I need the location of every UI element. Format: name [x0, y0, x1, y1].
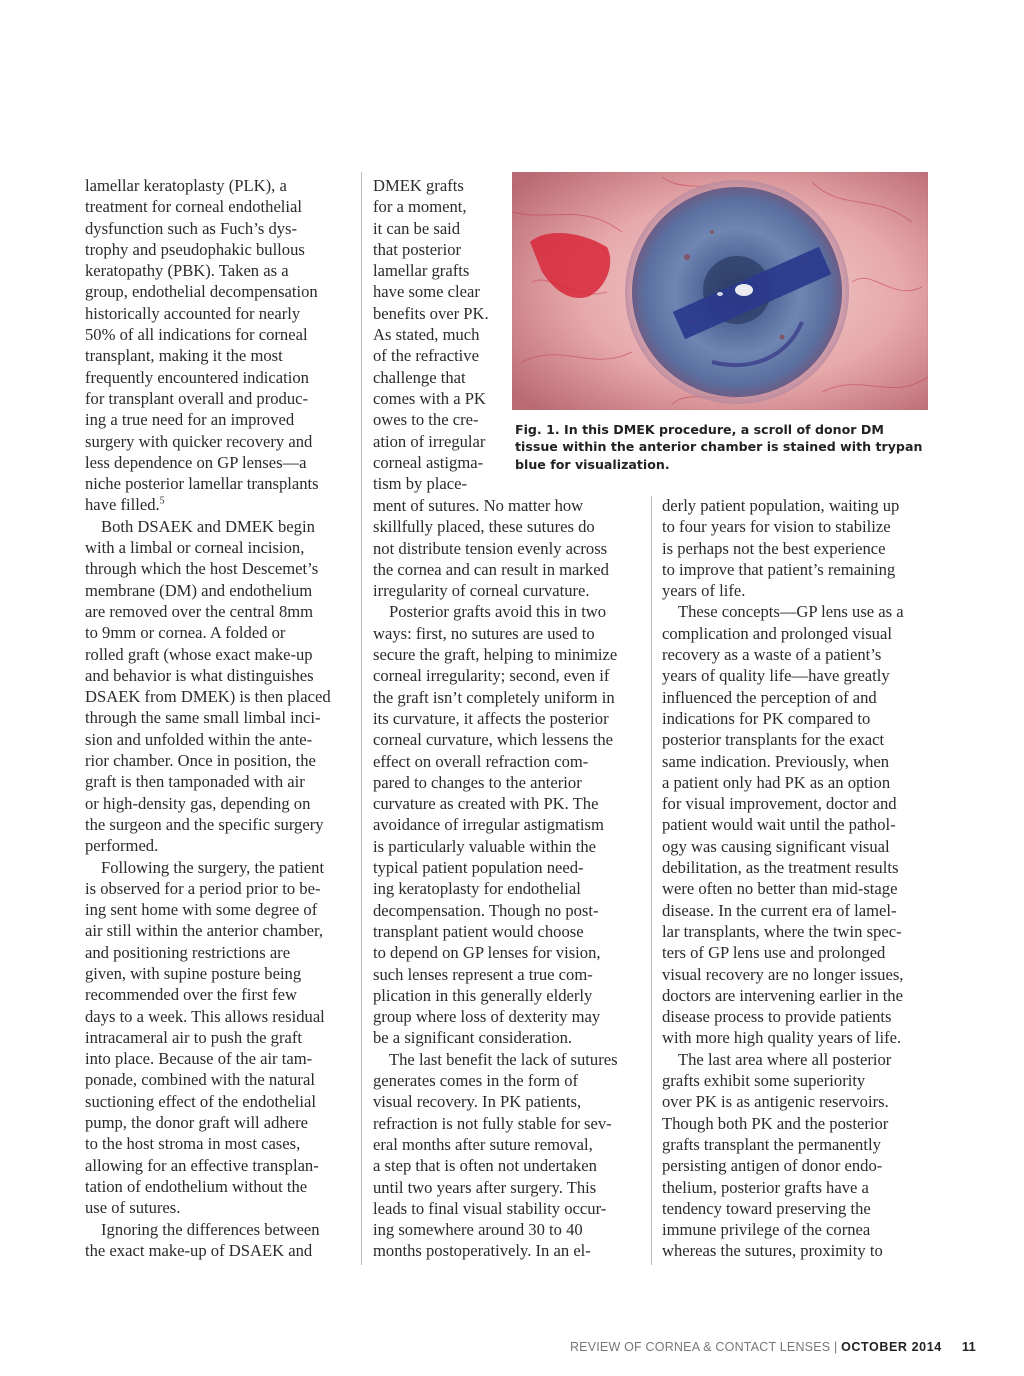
text-line: owes to the cre- — [373, 410, 479, 430]
text-line: it can be said — [373, 218, 461, 238]
text-line: are removed over the central 8mm — [85, 601, 314, 621]
text-line: until two years after surgery. This — [373, 1177, 597, 1197]
text-line: whereas the sutures, proximity to — [662, 1241, 883, 1261]
text-line: allowing for an effective transplan- — [85, 1155, 319, 1175]
text-line — [85, 516, 355, 537]
text-line: visual recovery. In PK patients, — [373, 1092, 582, 1112]
text-line: doctors are intervening earlier in the — [662, 985, 903, 1005]
text-line: given, with supine posture being — [85, 963, 302, 983]
text-line: air still within the anterior chamber, — [85, 921, 324, 941]
text-line: intracameral air to push the graft — [85, 1027, 303, 1047]
text-line: DMEK grafts — [373, 176, 464, 195]
text-line: curvature as created with PK. The — [373, 794, 599, 814]
text-line: dysfunction such as Fuch’s dys- — [85, 218, 298, 238]
text-line: to four years for vision to stabilize — [662, 517, 891, 537]
article-column-2-bottom — [373, 495, 643, 1262]
text-line: Following the surgery, the patient — [101, 857, 325, 877]
issue-date: OCTOBER 2014 — [841, 1340, 942, 1354]
text-line: have some clear — [373, 282, 480, 302]
text-line: membrane (DM) and endothelium — [85, 580, 313, 600]
text-line: surgery with quicker recovery and — [85, 431, 313, 451]
caption-line: Fig. 1. In this DMEK procedure, a scroll of donor DM — [515, 422, 884, 437]
text-line: is particularly valuable within the — [373, 836, 597, 856]
text-line: sion and unfolded within the ante- — [85, 729, 313, 749]
text-line: that posterior — [373, 239, 462, 259]
text-line: posterior transplants for the exact — [662, 730, 885, 750]
figure-caption — [515, 421, 935, 473]
text-line: days to a week. This allows residual — [85, 1006, 325, 1026]
text-line: irregularity of corneal curvature. — [373, 581, 590, 601]
text-line: ogy was causing significant visual — [662, 836, 890, 856]
text-line: tation of endothelium without the — [85, 1176, 308, 1196]
text-line: to depend on GP lenses for vision, — [373, 943, 601, 963]
text-line: secure the graft, helping to minimize — [373, 645, 618, 665]
caption-line: blue for visualization. — [515, 456, 670, 472]
text-line: DSAEK from DMEK) is then placed — [85, 687, 331, 707]
text-line: through which the host Descemet’s — [85, 559, 319, 579]
text-line: pared to changes to the anterior — [373, 772, 582, 792]
text-line: ponade, combined with the natural — [85, 1070, 315, 1090]
text-line: ing somewhere around 30 to 40 — [373, 1220, 583, 1240]
text-line: into place. Because of the air tam- — [85, 1049, 313, 1069]
light-reflex-small — [717, 292, 723, 296]
text-line: to improve that patient’s remaining — [662, 559, 896, 579]
text-line: and positioning restrictions are — [85, 942, 291, 962]
column-rule-left — [361, 172, 362, 1265]
text-line: ing keratoplasty for endothelial — [373, 879, 581, 899]
text-line: debilitation, as the treatment results — [662, 858, 899, 878]
text-line: such lenses represent a true com- — [373, 964, 593, 984]
caption-line: tissue within the anterior chamber is stained with trypan — [515, 439, 923, 455]
text-line: complication and prolonged visual — [662, 623, 892, 643]
text-line: generates comes in the form of — [373, 1071, 579, 1091]
text-line: disease. In the current era of lamel- — [662, 900, 897, 920]
text-line: rior chamber. Once in position, the — [85, 751, 316, 771]
text-line: corneal irregularity; second, even if — [373, 666, 610, 686]
reference-superscript: 5 — [159, 495, 165, 507]
text-line: The last benefit the lack of sutures — [389, 1049, 618, 1069]
text-line: transplant patient would choose — [373, 921, 584, 941]
text-line: for visual improvement, doctor and — [662, 794, 897, 814]
text-line: to the host stroma in most cases, — [85, 1134, 301, 1154]
text-line: Posterior grafts avoid this in two — [389, 602, 607, 622]
text-line: patient would wait until the pathol- — [662, 815, 896, 835]
text-line: graft is then tamponaded with air — [85, 772, 305, 792]
text-line: its curvature, it affects the posterior — [373, 708, 609, 728]
text-line: As stated, much — [373, 325, 480, 345]
page-number: 11 — [961, 1339, 976, 1354]
text-line: The last area where all posterior — [678, 1049, 892, 1069]
text-line: not distribute tension evenly across — [373, 538, 608, 558]
text-line: years of quality life—have greatly — [662, 666, 890, 686]
text-line: eral months after suture removal, — [373, 1134, 593, 1154]
text-line: keratopathy (PBK). Taken as a — [85, 261, 289, 281]
text-line: visual recovery are no longer issues, — [662, 964, 904, 984]
text-line — [85, 494, 355, 515]
text-line: tism by place- — [373, 474, 468, 494]
text-line: transplant, making it the most — [85, 346, 283, 366]
eye-surgery-photo — [512, 172, 928, 410]
text-line: Though both PK and the posterior — [662, 1113, 889, 1133]
text-line: group, endothelial decompensation — [85, 282, 318, 302]
text-line: frequently encountered indication — [85, 367, 309, 387]
text-line: through the same small limbal inci- — [85, 708, 321, 728]
text-line: skillfully placed, these sutures do — [373, 517, 595, 537]
text-line: corneal astigma- — [373, 452, 484, 472]
text-line: ment of sutures. No matter how — [373, 496, 584, 515]
text-line: immune privilege of the cornea — [662, 1220, 871, 1240]
text-line: 50% of all indications for corneal — [85, 325, 308, 345]
text-line: ing sent home with some degree of — [85, 900, 318, 920]
text-line: refraction is not fully stable for sev- — [373, 1113, 612, 1133]
text-line: the exact make-up of DSAEK and — [85, 1240, 313, 1260]
text-line: of the refractive — [373, 346, 479, 366]
text-line: comes with a PK — [373, 388, 486, 408]
article-column-3 — [662, 495, 932, 1262]
text-line: or high-density gas, depending on — [85, 793, 311, 813]
eye-illustration — [512, 172, 928, 410]
text-line: ters of GP lens use and prolonged — [662, 943, 886, 963]
text-line: persisting antigen of donor endo- — [662, 1156, 883, 1176]
text-line: derly patient population, waiting up — [662, 496, 900, 515]
text-line: pump, the donor graft will adhere — [85, 1113, 309, 1133]
text-line: use of sutures. — [85, 1198, 181, 1218]
text-line: influenced the perception of and — [662, 687, 877, 707]
text-line: plication in this generally elderly — [373, 985, 593, 1005]
text-line: and behavior is what distinguishes — [85, 665, 314, 685]
text-line: grafts exhibit some superiority — [662, 1071, 866, 1091]
text-line: rolled graft (whose exact make-up — [85, 644, 313, 664]
text-line: These concepts—GP lens use as a — [678, 602, 904, 622]
text-line: corneal curvature, which lessens the — [373, 730, 614, 750]
text-line: tendency toward preserving the — [662, 1198, 871, 1218]
text-line: thelium, posterior grafts have a — [662, 1177, 869, 1197]
text-line: effect on overall refraction com- — [373, 751, 589, 771]
text-line: is observed for a period prior to be- — [85, 878, 321, 898]
text-line: lamellar grafts — [373, 261, 470, 281]
article-column-1 — [85, 175, 355, 1261]
text-line: less dependence on GP lenses—a — [85, 452, 307, 472]
text-line: were often no better than mid-stage — [662, 879, 898, 899]
text-line: be a significant consideration. — [373, 1028, 573, 1048]
text-line: years of life. — [662, 581, 746, 601]
text-line: to 9mm or cornea. A folded or — [85, 623, 286, 643]
article-column-2-top — [373, 175, 508, 494]
text-line: over PK is as antigenic reservoirs. — [662, 1092, 889, 1112]
text-line: avoidance of irregular astigmatism — [373, 815, 604, 835]
text-line: disease process to provide patients — [662, 1007, 892, 1027]
text-line: treatment for corneal endothelial — [85, 197, 302, 217]
journal-name: REVIEW OF CORNEA & CONTACT LENSES | — [569, 1340, 842, 1354]
text-line: trophy and pseudophakic bullous — [85, 239, 305, 259]
text-line: grafts transplant the permanently — [662, 1134, 881, 1154]
text-line: Ignoring the differences between — [101, 1219, 320, 1239]
text-fragment: have filled. — [85, 495, 160, 515]
text-line: the graft isn’t completely uniform in — [373, 687, 615, 707]
text-line: niche posterior lamellar transplants — [85, 474, 319, 494]
text-line: group where loss of dexterity may — [373, 1007, 601, 1027]
text-line: with more high quality years of life. — [662, 1028, 902, 1048]
text-line: ways: first, no sutures are used to — [373, 623, 595, 643]
text-line: a step that is often not undertaken — [373, 1156, 597, 1176]
page-footer — [570, 1339, 976, 1354]
text-line: is perhaps not the best experience — [662, 538, 886, 558]
text-line: for a moment, — [373, 197, 467, 217]
text-line: the surgeon and the specific surgery — [85, 814, 324, 834]
text-line: typical patient population need- — [373, 858, 584, 878]
text-line: with a limbal or corneal incision, — [85, 538, 305, 558]
text-line: leads to final visual stability occur- — [373, 1198, 607, 1218]
text-line: for transplant overall and produc- — [85, 388, 309, 408]
text-line: ation of irregular — [373, 431, 486, 451]
text-line: suctioning effect of the endothelial — [85, 1091, 317, 1111]
text-line: benefits over PK. — [373, 303, 489, 323]
text-line: same indication. Previously, when — [662, 751, 890, 771]
column-rule-right — [651, 496, 652, 1265]
text-line: the cornea and can result in marked — [373, 559, 609, 579]
text-line: decompensation. Though no post- — [373, 900, 599, 920]
text-line: months postoperatively. In an el- — [373, 1241, 591, 1261]
text-line: recommended over the first few — [85, 985, 297, 1005]
text-line: ing a true need for an improved — [85, 410, 295, 430]
text-line: lamellar keratoplasty (PLK), a — [85, 176, 287, 195]
text-line: historically accounted for nearly — [85, 303, 301, 323]
text-fragment: Both DSAEK and DMEK begin — [101, 516, 315, 536]
text-line: performed. — [85, 836, 159, 856]
text-line: a patient only had PK as an option — [662, 772, 891, 792]
text-line: lar transplants, where the twin spec- — [662, 921, 902, 941]
text-line: challenge that — [373, 367, 466, 387]
text-line: recovery as a waste of a patient’s — [662, 645, 882, 665]
light-reflex — [735, 284, 753, 296]
text-line: indications for PK compared to — [662, 708, 871, 728]
